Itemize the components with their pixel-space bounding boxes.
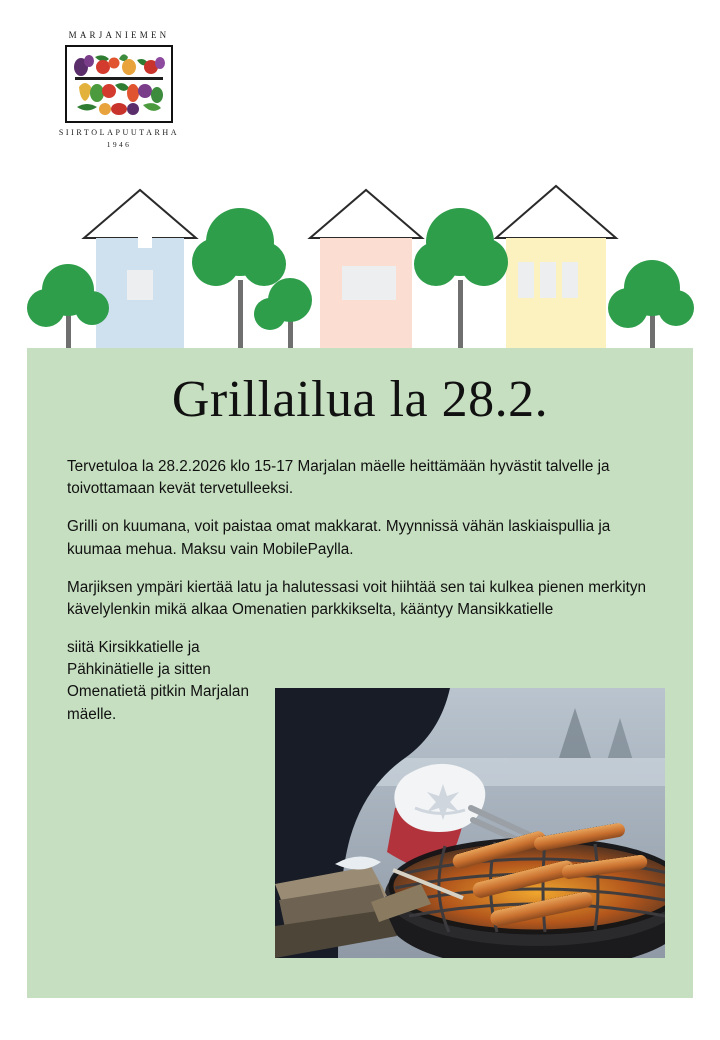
logo-emblem bbox=[65, 45, 173, 123]
logo-year: 1946 bbox=[106, 140, 132, 149]
cottages-illustration bbox=[0, 150, 720, 360]
paragraph-1: Tervetuloa la 28.2.2026 klo 15-17 Marjalan mäelle heittämään hyvästit talvelle ja toivottamaan kevät tervetulleeksi. bbox=[67, 458, 610, 498]
content-panel bbox=[27, 348, 693, 998]
organization-logo bbox=[44, 30, 194, 160]
logo-bottom-text: SIIRTOLAPUUTARHA bbox=[58, 128, 180, 137]
paragraph-4: siitä Kirsikkatielle ja Pähkinätielle ja sitten Omenatietä pitkin Marjalan mäelle. bbox=[67, 639, 249, 723]
grill-photo bbox=[275, 688, 665, 958]
logo-top-text: MARJANIEMEN bbox=[68, 30, 170, 40]
body-text bbox=[67, 456, 667, 726]
page-title: Grillailua la 28.2. bbox=[171, 371, 549, 428]
paragraph-3: Marjiksen ympäri kiertää latu ja halutessasi voit hiihtää sen tai kulkea pienen merkityn kävelylenkin mikä alkaa Omenatien parkkikselta, kääntyy Mansikkatielle bbox=[67, 578, 647, 618]
photo-alt-text bbox=[27, 429, 28, 430]
paragraph-2: Grilli on kuumana, voit paistaa omat makkarat. Myynnissä vähän laskiaispullia ja kuumaa mehua. Maksu vain MobilePaylla. bbox=[67, 518, 611, 558]
